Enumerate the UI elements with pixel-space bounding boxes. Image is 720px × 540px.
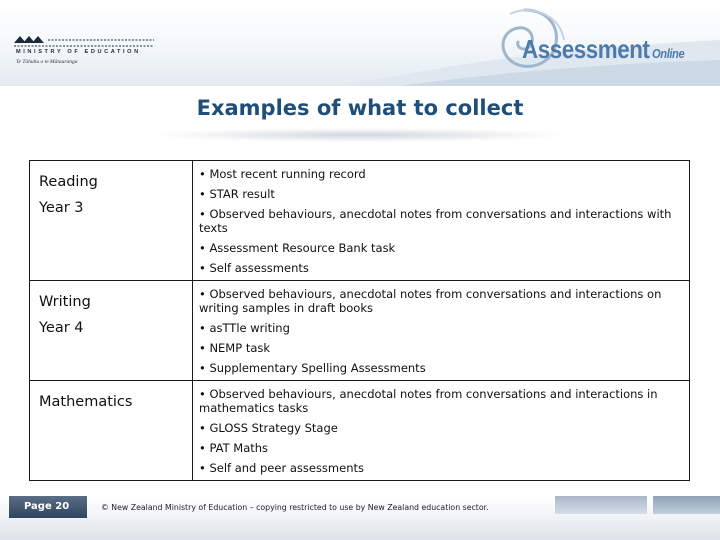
subject-cell (30, 281, 193, 381)
footer-decoration (555, 496, 720, 518)
page-number-badge: Page 20 (9, 496, 87, 518)
subject-label: Writing (39, 294, 91, 310)
brand-main: Assessment (522, 34, 650, 64)
table-row (30, 381, 690, 481)
header-banner (0, 0, 720, 86)
list-item: • NEMP task (199, 341, 271, 355)
list-item: • Assessment Resource Bank task (199, 241, 396, 255)
list-item: • Observed behaviours, anecdotal notes from conversations and interactions on writing samples in draft books (199, 287, 662, 315)
subject-cell (30, 381, 193, 481)
brand-sub: Online (652, 46, 685, 61)
evidence-cell (193, 161, 690, 281)
subject-cell (30, 161, 193, 281)
evidence-list (199, 387, 683, 475)
table-row (30, 161, 690, 281)
copyright-notice: © New Zealand Ministry of Education – copying restricted to use by New Zealand education sector. (101, 503, 489, 512)
year-label: Year 4 (39, 320, 84, 336)
assessment-online-logo (522, 34, 684, 65)
ministry-name: MINISTRY OF EDUCATION (16, 49, 141, 55)
list-item: • Self assessments (199, 261, 309, 275)
subject-label: Reading (39, 174, 98, 190)
list-item: • GLOSS Strategy Stage (199, 421, 338, 435)
evidence-cell (193, 281, 690, 381)
list-item: • STAR result (199, 187, 275, 201)
list-item: • Supplementary Spelling Assessments (199, 361, 426, 375)
list-item: • Observed behaviours, anecdotal notes from conversations and interactions in mathematics tasks (199, 387, 658, 415)
evidence-list (199, 167, 683, 275)
table-row (30, 281, 690, 381)
footer-block-left (555, 496, 647, 514)
ministry-subtitle: Te Tāhuhu o te Mātauranga (16, 59, 78, 65)
list-item: • PAT Maths (199, 441, 269, 455)
collection-examples-table (29, 160, 690, 481)
evidence-list (199, 287, 683, 375)
list-item: • Most recent running record (199, 167, 366, 181)
list-item: • Self and peer assessments (199, 461, 364, 475)
list-item: • Observed behaviours, anecdotal notes from conversations and interactions with texts (199, 207, 672, 235)
subject-label: Mathematics (39, 394, 133, 410)
footer-block-right (653, 496, 720, 514)
title-underline-shadow (150, 128, 570, 142)
list-item: • asTTle writing (199, 321, 290, 335)
evidence-cell (193, 381, 690, 481)
slide-title: Examples of what to collect (196, 96, 524, 120)
year-label: Year 3 (39, 200, 84, 216)
